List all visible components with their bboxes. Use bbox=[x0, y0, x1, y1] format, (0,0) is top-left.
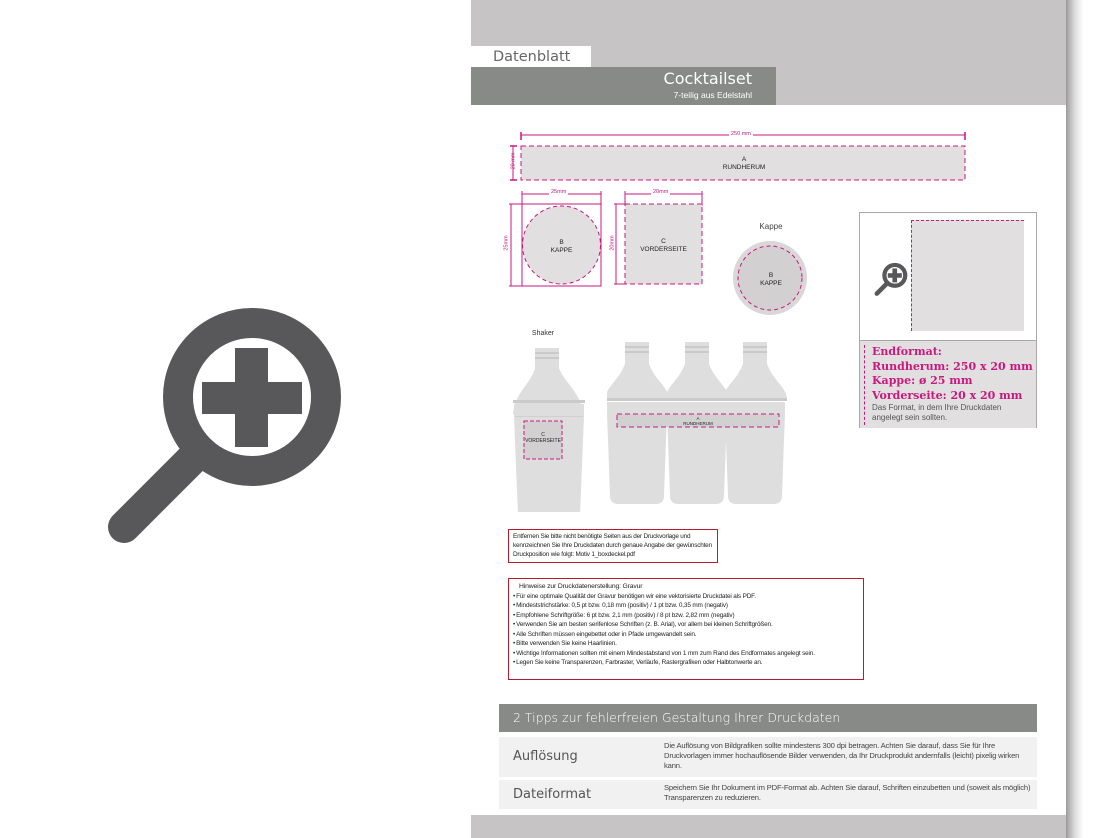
product-subtitle: 7-teilig aus Edelstahl bbox=[673, 90, 752, 100]
band-label bbox=[519, 156, 969, 172]
hint-item: • Wichtige Informationen sollten mit einem Mindestabstand von 1 mm zum Rand des Endformates angelegt sein. bbox=[513, 649, 859, 659]
front-width-label: 20mm bbox=[653, 189, 669, 195]
shaker-front-name: VORDERSEITE bbox=[525, 438, 561, 444]
engraving-hints-box bbox=[508, 578, 864, 680]
band-height-label: 20 mm bbox=[510, 152, 517, 170]
datasheet-page[interactable] bbox=[471, 0, 1066, 838]
band-letter: A bbox=[741, 156, 747, 163]
endformat-front: Vorderseite: 20 x 20 mm bbox=[872, 388, 1023, 402]
hint-item: • Für eine optimale Qualität der Gravur benötigen wir eine vektorisierte Druckdatei als PDF. bbox=[513, 592, 859, 602]
endformat-note: Das Format, in dem Ihre Druckdaten angelegt sein sollten. bbox=[872, 403, 1002, 422]
tip-row-file-format bbox=[499, 780, 1037, 809]
endformat-marker bbox=[864, 345, 865, 425]
cap-preview bbox=[731, 222, 811, 322]
page-shadow bbox=[1066, 0, 1084, 838]
cap-width-label: 25mm bbox=[551, 189, 567, 195]
zoom-in-icon[interactable] bbox=[104, 295, 360, 551]
shaker-front-preview bbox=[513, 330, 593, 510]
endformat-panel bbox=[859, 212, 1037, 428]
tips-header: 2 Tipps zur fehlerfreien Gestaltung Ihrer Druckdaten bbox=[499, 704, 1037, 732]
hint-item: • Legen Sie keine Transparenzen, Farbraster, Verläufe, Rastergrafiken oder Halbtonwerte an. bbox=[513, 658, 859, 668]
cap-preview-caption: Kappe bbox=[759, 222, 783, 231]
endformat-band: Rundherum: 250 x 20 mm bbox=[872, 359, 1033, 373]
shaker-wrap-preview bbox=[607, 342, 807, 512]
front-name: VORDERSEITE bbox=[640, 246, 687, 253]
zoom-in-icon[interactable] bbox=[874, 261, 910, 297]
endformat-preview bbox=[860, 213, 1036, 339]
cap-letter: B bbox=[559, 239, 564, 246]
shaker-caption: Shaker bbox=[531, 330, 555, 337]
endformat-info bbox=[860, 340, 1036, 428]
endformat-cap: Kappe: ø 25 mm bbox=[872, 374, 973, 387]
hint-item: • Empfohlene Schriftgröße: 6 pt bzw. 2,1 mm (positiv) / 8 pt bzw. 2,82 mm (negativ) bbox=[513, 611, 859, 621]
tip-text: Die Auflösung von Bildgrafiken sollte mindestens 300 dpi betragen. Achten Sie darauf, dass Sie für Ihre Druckvorlagen immer hochauflösende Bilder verwenden, da Ihr Druckprodukt andernfalls (leicht) pixelig wirken kann. bbox=[664, 741, 1020, 770]
shaker-front-letter: C bbox=[541, 432, 545, 438]
front-height-label: 20mm bbox=[609, 235, 616, 251]
front-template-label bbox=[625, 238, 702, 254]
endformat-template-preview bbox=[911, 220, 1024, 331]
tip-text: Speichern Sie Ihr Dokument im PDF-Format ab. Achten Sie darauf, Schriften einzubetten und (soweit als möglich) Transparenzen zu reduzieren. bbox=[664, 783, 1031, 802]
shaker-wrap-letter: A bbox=[696, 416, 700, 421]
hints-title: Hinweise zur Druckdatenerstellung: Gravur bbox=[519, 583, 643, 590]
band-template-a bbox=[510, 130, 969, 186]
hint-item: • Verwenden Sie am besten serifenlose Schriften (z. B. Arial), vor allem bei kleinen Schriftgrößen. bbox=[513, 620, 859, 630]
product-title-bar bbox=[471, 67, 776, 105]
shaker-wrap-name: RUNDHERUM bbox=[683, 421, 713, 426]
hint-item: • Bitte verwenden Sie keine Haarlinien. bbox=[513, 639, 859, 649]
cap-preview-letter: B bbox=[768, 272, 774, 279]
cap-height-label: 25mm bbox=[503, 235, 510, 251]
cap-template-b bbox=[503, 189, 603, 290]
cap-preview-name: KAPPE bbox=[760, 280, 782, 287]
band-name: RUNDHERUM bbox=[722, 164, 766, 171]
page-footer-band bbox=[471, 815, 1066, 838]
band-width-label: 250 mm bbox=[731, 131, 751, 137]
front-letter: C bbox=[661, 238, 666, 245]
front-template-c bbox=[609, 189, 703, 290]
tip-label: Dateiformat bbox=[513, 787, 592, 802]
tip-row-resolution bbox=[499, 737, 1037, 777]
cap-template-label bbox=[522, 239, 601, 255]
cap-preview-label bbox=[731, 272, 811, 288]
datasheet-tab-label: Datenblatt bbox=[471, 46, 591, 68]
hint-item: • Mindeststrichstärke: 0,5 pt bzw. 0,18 mm (positiv) / 1 pt bzw. 0,35 mm (negativ) bbox=[513, 601, 859, 611]
endformat-title: Endformat: bbox=[872, 345, 942, 358]
hint-item: • Alle Schriften müssen eingebettet oder in Pfade umgewandelt sein. bbox=[513, 630, 859, 640]
print-position-note: Entfernen Sie bitte nicht benötigte Seiten aus der Druckvorlage und kennzeichnen Sie Ihre Druckdaten durch genaue Angabe der gewünschten Druckposition wie folgt: Motiv 1_boxdeckel.pdf bbox=[508, 529, 718, 563]
shaker-front-label bbox=[524, 432, 562, 444]
product-title: Cocktailset bbox=[663, 69, 752, 88]
cap-name: KAPPE bbox=[550, 247, 573, 254]
shaker-wrap-label bbox=[617, 416, 779, 426]
tip-label: Auflösung bbox=[513, 749, 578, 764]
